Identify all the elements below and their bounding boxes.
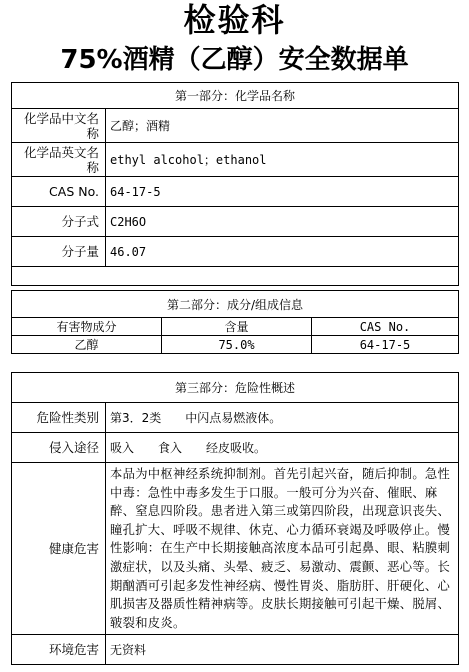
section-heading: 第二部分：成分/组成信息 <box>12 291 459 318</box>
field-value: 本品为中枢神经系统抑制剂。首先引起兴奋，随后抑制。急性中毒：急性中毒多发生于口服。一般可分为兴奋、催眠、麻醉、窒息四阶段。患者进入第三或第四阶段，出现意识丧失、瞳孔扩大、呼吸不规律、休克、心力循环衰竭及呼吸停止。慢性影响：在生产中长期接触高浓度本品可引起鼻、眼、粘膜刺激症状，以及头痛、头晕、疲乏、易激动、震颤、恶心等。长期酗酒可引起多发性神经病、慢性胃炎、脂肪肝、肝硬化、心肌损害及器质性精神病等。皮肤长期接触可引起干燥、脱屑、皲裂和皮炎。 <box>106 463 459 635</box>
column-header: 含量 <box>162 318 312 336</box>
spacer-row <box>12 267 459 286</box>
section-header-row <box>12 291 459 318</box>
field-value: 无资料 <box>106 635 459 665</box>
field-label: 危险性类别 <box>12 403 106 433</box>
field-value: 64-17-5 <box>106 177 459 207</box>
column-header: 有害物成分 <box>12 318 162 336</box>
field-label: 化学品英文名称 <box>12 143 106 177</box>
field-value: ethyl alcohol；ethanol <box>106 143 459 177</box>
chemical-name-table <box>11 82 459 286</box>
table-row <box>12 143 459 177</box>
table-row <box>12 635 459 665</box>
field-label: 化学品中文名称 <box>12 109 106 143</box>
field-label: 分子式 <box>12 207 106 237</box>
section-heading: 第一部分：化学品名称 <box>12 83 459 109</box>
department-title: 检验科 <box>183 1 286 39</box>
field-label: 侵入途径 <box>12 433 106 463</box>
field-value: 乙醇；酒精 <box>106 109 459 143</box>
field-value: 第3．2类 中闪点易燃液体。 <box>106 403 459 433</box>
section-header-row <box>12 373 459 403</box>
hazard-overview-table <box>11 372 459 665</box>
field-label: 分子量 <box>12 237 106 267</box>
table-row <box>12 109 459 143</box>
field-label: 健康危害 <box>12 463 106 635</box>
table-cell: 乙醇 <box>12 336 162 354</box>
table-cell: 75.0% <box>162 336 312 354</box>
table-row <box>12 177 459 207</box>
field-label: 环境危害 <box>12 635 106 665</box>
column-header: CAS No. <box>312 318 459 336</box>
table-row <box>12 207 459 237</box>
field-value: 46.07 <box>106 237 459 267</box>
table-row <box>12 463 459 635</box>
table-cell: 64-17-5 <box>312 336 459 354</box>
composition-table <box>11 290 459 354</box>
table-row <box>12 336 459 354</box>
section-header-row <box>12 83 459 109</box>
field-value: 吸入 食入 经皮吸收。 <box>106 433 459 463</box>
table-row <box>12 237 459 267</box>
document-title: 75%酒精（乙醇）安全数据单 <box>60 45 409 75</box>
field-value: C2H6O <box>106 207 459 237</box>
column-header-row <box>12 318 459 336</box>
table-row <box>12 403 459 433</box>
blank-cell <box>12 267 459 286</box>
section-heading: 第三部分：危险性概述 <box>12 373 459 403</box>
field-label: CAS No. <box>12 177 106 207</box>
table-row <box>12 433 459 463</box>
